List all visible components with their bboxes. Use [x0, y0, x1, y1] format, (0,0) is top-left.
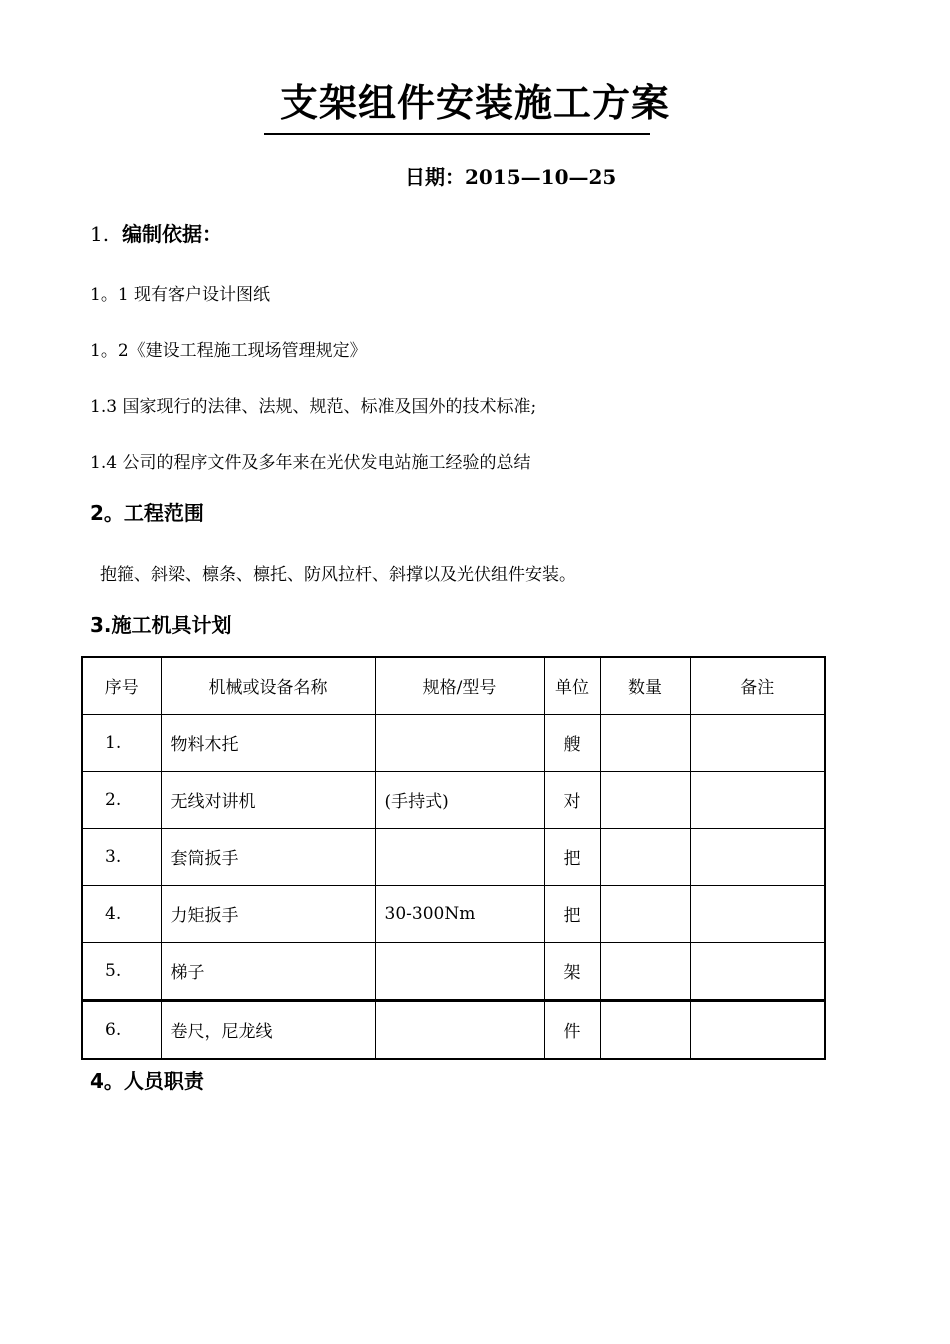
section1-item: 1.3 国家现行的法律、法规、规范、标准及国外的技术标准;	[90, 397, 537, 417]
table-row	[82, 771, 825, 828]
section3-heading: 3.施工机具计划	[90, 613, 232, 637]
table-cell: 梯子	[161, 942, 375, 1000]
table-cell: 力矩扳手	[161, 885, 375, 942]
section1-title: 编制依据：	[122, 222, 223, 246]
table-cell	[690, 771, 825, 828]
table-cell: 艘	[544, 714, 600, 771]
table-cell: 架	[544, 942, 600, 1000]
table-cell: 套筒扳手	[161, 828, 375, 885]
table-row	[82, 828, 825, 885]
table-header-cell: 序号	[82, 657, 161, 714]
table-cell: 4.	[82, 885, 161, 942]
table-cell	[690, 714, 825, 771]
table-cell	[600, 828, 690, 885]
document-date: 日期：2015—10—25	[405, 165, 617, 189]
table-row	[82, 942, 825, 1000]
table-cell	[600, 1000, 690, 1059]
table-cell	[600, 714, 690, 771]
tools-table	[81, 656, 826, 1060]
section1-number: 1.	[90, 222, 110, 246]
table-header-cell: 数量	[600, 657, 690, 714]
table-cell	[600, 885, 690, 942]
table-cell	[600, 771, 690, 828]
title-underline	[264, 133, 650, 135]
table-cell: 30-300Nm	[375, 885, 544, 942]
table-cell: 件	[544, 1000, 600, 1059]
table-row	[82, 1000, 825, 1059]
table-cell: 对	[544, 771, 600, 828]
section1-item: 1。1 现有客户设计图纸	[90, 285, 271, 305]
table-header-cell: 单位	[544, 657, 600, 714]
table-header-row	[82, 657, 825, 714]
table-header-cell: 规格/型号	[375, 657, 544, 714]
table-row	[82, 885, 825, 942]
table-cell: 1.	[82, 714, 161, 771]
table-cell	[600, 942, 690, 1000]
table-cell: 6.	[82, 1000, 161, 1059]
table-header-cell: 备注	[690, 657, 825, 714]
table-cell: 物料木托	[161, 714, 375, 771]
table-row	[82, 714, 825, 771]
section2-heading: 2。工程范围	[90, 501, 204, 525]
table-cell: 卷尺，尼龙线	[161, 1000, 375, 1059]
table-cell	[375, 828, 544, 885]
table-header-cell: 机械或设备名称	[161, 657, 375, 714]
section1-item: 1.4 公司的程序文件及多年来在光伏发电站施工经验的总结	[90, 453, 531, 473]
table-cell: 5.	[82, 942, 161, 1000]
table-cell: (手持式)	[375, 771, 544, 828]
table-cell	[690, 1000, 825, 1059]
table-cell: 无线对讲机	[161, 771, 375, 828]
section1-item: 1。2《建设工程施工现场管理规定》	[90, 341, 367, 361]
table-cell	[375, 1000, 544, 1059]
table-cell: 2.	[82, 771, 161, 828]
table-cell	[690, 942, 825, 1000]
table-cell	[375, 714, 544, 771]
table-cell	[690, 885, 825, 942]
table-cell: 3.	[82, 828, 161, 885]
table-cell	[375, 942, 544, 1000]
table-cell: 把	[544, 828, 600, 885]
document-title: 支架组件安装施工方案	[279, 81, 670, 125]
section1-heading	[90, 218, 222, 247]
section4-heading: 4。人员职责	[90, 1069, 204, 1093]
section2-text: 抱箍、斜梁、檩条、檩托、防风拉杆、斜撑以及光伏组件安装。	[100, 565, 576, 585]
table-cell	[690, 828, 825, 885]
table-cell: 把	[544, 885, 600, 942]
